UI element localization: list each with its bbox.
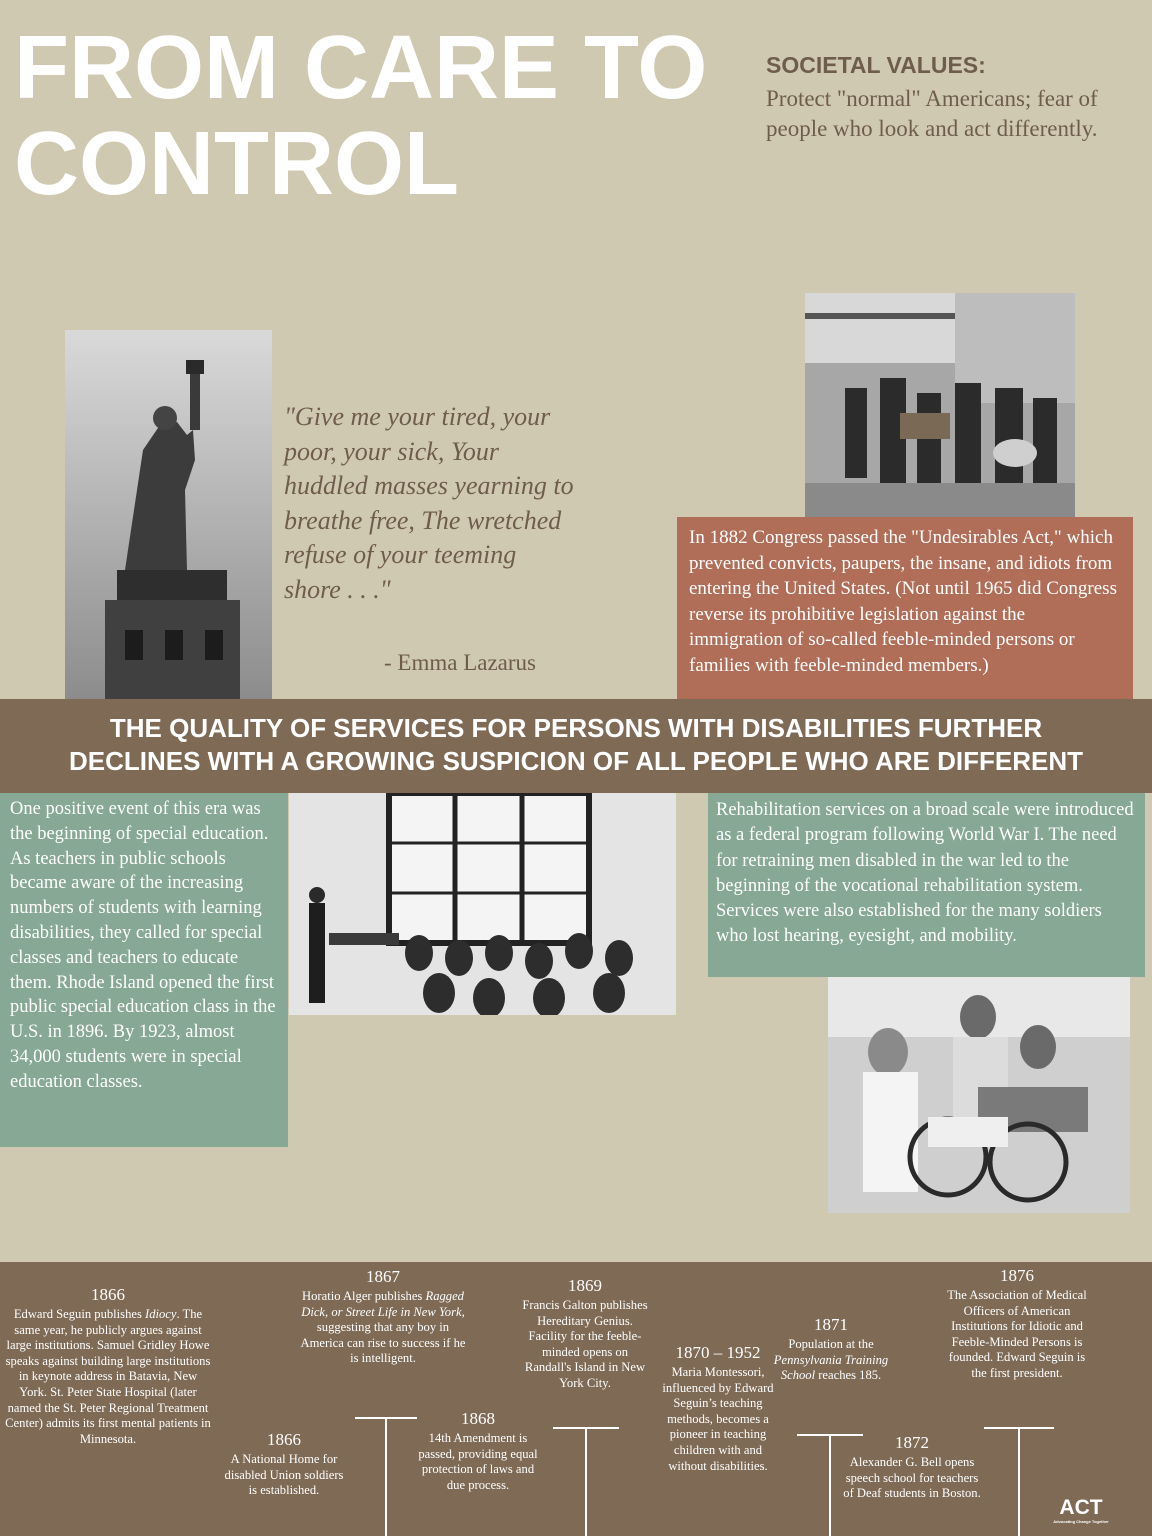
lazarus-quote: "Give me your tired, your poor, your sick, Your huddled masses yearning to breathe free, The wretched refuse of your teeming shore . . ." — [284, 402, 574, 604]
societal-values-text: Protect "normal" Americans; fear of people who look and act differently. — [766, 86, 1098, 141]
timeline-year: 1869 — [568, 1276, 602, 1295]
timeline-year: 1871 — [814, 1315, 848, 1334]
quote-author: - Emma Lazarus — [384, 650, 536, 675]
classroom-photo — [289, 793, 676, 1015]
act-logo-text: ACT — [1059, 1496, 1103, 1519]
immigrants-photo — [805, 293, 1075, 519]
timeline-tick — [385, 1417, 387, 1536]
timeline-year: 1867 — [366, 1267, 400, 1286]
timeline-year: 1872 — [895, 1433, 929, 1452]
timeline-tick — [585, 1427, 587, 1536]
era-banner — [0, 699, 1152, 793]
timeline-event-1868-amendment — [416, 1408, 540, 1493]
act-logo — [1050, 1497, 1112, 1524]
timeline — [0, 1262, 1152, 1536]
timeline-text: Francis Galton publishes Hereditary Genius. Facility for the feeble-minded opens on Randall's Island in New York City. — [522, 1298, 648, 1390]
timeline-year: 1866 — [91, 1285, 125, 1304]
timeline-year: 1876 — [1000, 1266, 1034, 1285]
era-banner-line-1: THE QUALITY OF SERVICES FOR PERSONS WITH DISABILITIES FURTHER — [109, 713, 1043, 743]
special-education-box: One positive event of this era was the beginning of special education. As teachers in public schools became aware of the increasing numbers of students with learning disabilities, they called for special classes and teachers to educate them. Rhode Island opened the first public special education class in the U.S. in 1896. By 1923, almost 34,000 students were in special education classes. — [0, 793, 288, 1147]
era-banner-line-2: DECLINES WITH A GROWING SUSPICION OF ALL PEOPLE WHO ARE DIFFERENT — [68, 746, 1083, 776]
timeline-tick — [829, 1434, 831, 1536]
wounded-soldiers-photo — [828, 977, 1130, 1213]
timeline-text: A National Home for disabled Union soldiers is established. — [224, 1452, 344, 1498]
timeline-text: Horatio Alger publishes Ragged Dick, or Street Life in New York, suggesting that any boy in America can rise to success if he is intelligent. — [300, 1289, 466, 1366]
timeline-event-1872-bell — [842, 1432, 982, 1502]
page-title — [14, 20, 734, 212]
timeline-tick — [984, 1427, 1054, 1429]
rehabilitation-box: Rehabilitation services on a broad scale were introduced as a federal program following World War I. The need for retraining men disabled in the war led to the beginning of the vocational rehabilitation system. Services were also established for the many soldiers who lost hearing, eyesight, and mobility. — [708, 793, 1145, 977]
timeline-event-1866-national-home — [222, 1429, 346, 1499]
timeline-event-1876-association — [942, 1265, 1092, 1382]
timeline-text: 14th Amendment is passed, providing equal protection of laws and due process. — [418, 1431, 538, 1492]
timeline-text: Maria Montessori, influenced by Edward Seguin’s teaching methods, becomes a pioneer in teaching children with and without disabilities. — [662, 1365, 774, 1473]
timeline-text: Population at the Pennsylvania Training School reaches 185. — [773, 1337, 889, 1383]
timeline-tick — [553, 1427, 619, 1429]
timeline-event-1866-seguin — [4, 1284, 212, 1447]
undesirables-act-box: In 1882 Congress passed the "Undesirables Act," which prevented convicts, paupers, the insane, and idiots from entering the United States. (Not until 1965 did Congress reverse its prohibitive legislation against the immigration of so-called feeble-minded persons or families with feeble-minded members.) — [677, 517, 1133, 707]
timeline-event-1867-alger — [300, 1266, 466, 1367]
timeline-year: 1868 — [461, 1409, 495, 1428]
timeline-text: The Association of Medical Officers of American Institutions for Idiotic and Feeble-Minded Persons is founded. Edward Seguin is the first president. — [947, 1288, 1087, 1380]
timeline-year: 1866 — [267, 1430, 301, 1449]
timeline-text: Edward Seguin publishes Idiocy. The same year, he publicly argues against large institutions. Samuel Gridley Howe speaks against building large institutions in keynote address in Batavia, New York. St. Peter State Hospital (later named the St. Peter Regional Treatment Center) admits its first mental patients in Minnesota. — [5, 1307, 211, 1446]
timeline-text: Alexander G. Bell opens speech school for teachers of Deaf students in Boston. — [843, 1455, 981, 1501]
act-logo-tagline: Advocating Change Together — [1053, 1519, 1109, 1524]
timeline-event-1871-pennsylvania — [772, 1314, 890, 1384]
page-title-line-1: FROM CARE TO — [14, 18, 708, 118]
timeline-tick — [1018, 1427, 1020, 1536]
statue-of-liberty-photo — [65, 330, 272, 700]
page-title-line-2: CONTROL — [14, 114, 459, 214]
timeline-year: 1870 – 1952 — [675, 1343, 761, 1362]
societal-values-heading: SOCIETAL VALUES: — [766, 52, 986, 78]
timeline-tick — [355, 1417, 417, 1419]
timeline-event-1870-montessori — [656, 1342, 780, 1474]
timeline-event-1869-galton — [520, 1275, 650, 1392]
